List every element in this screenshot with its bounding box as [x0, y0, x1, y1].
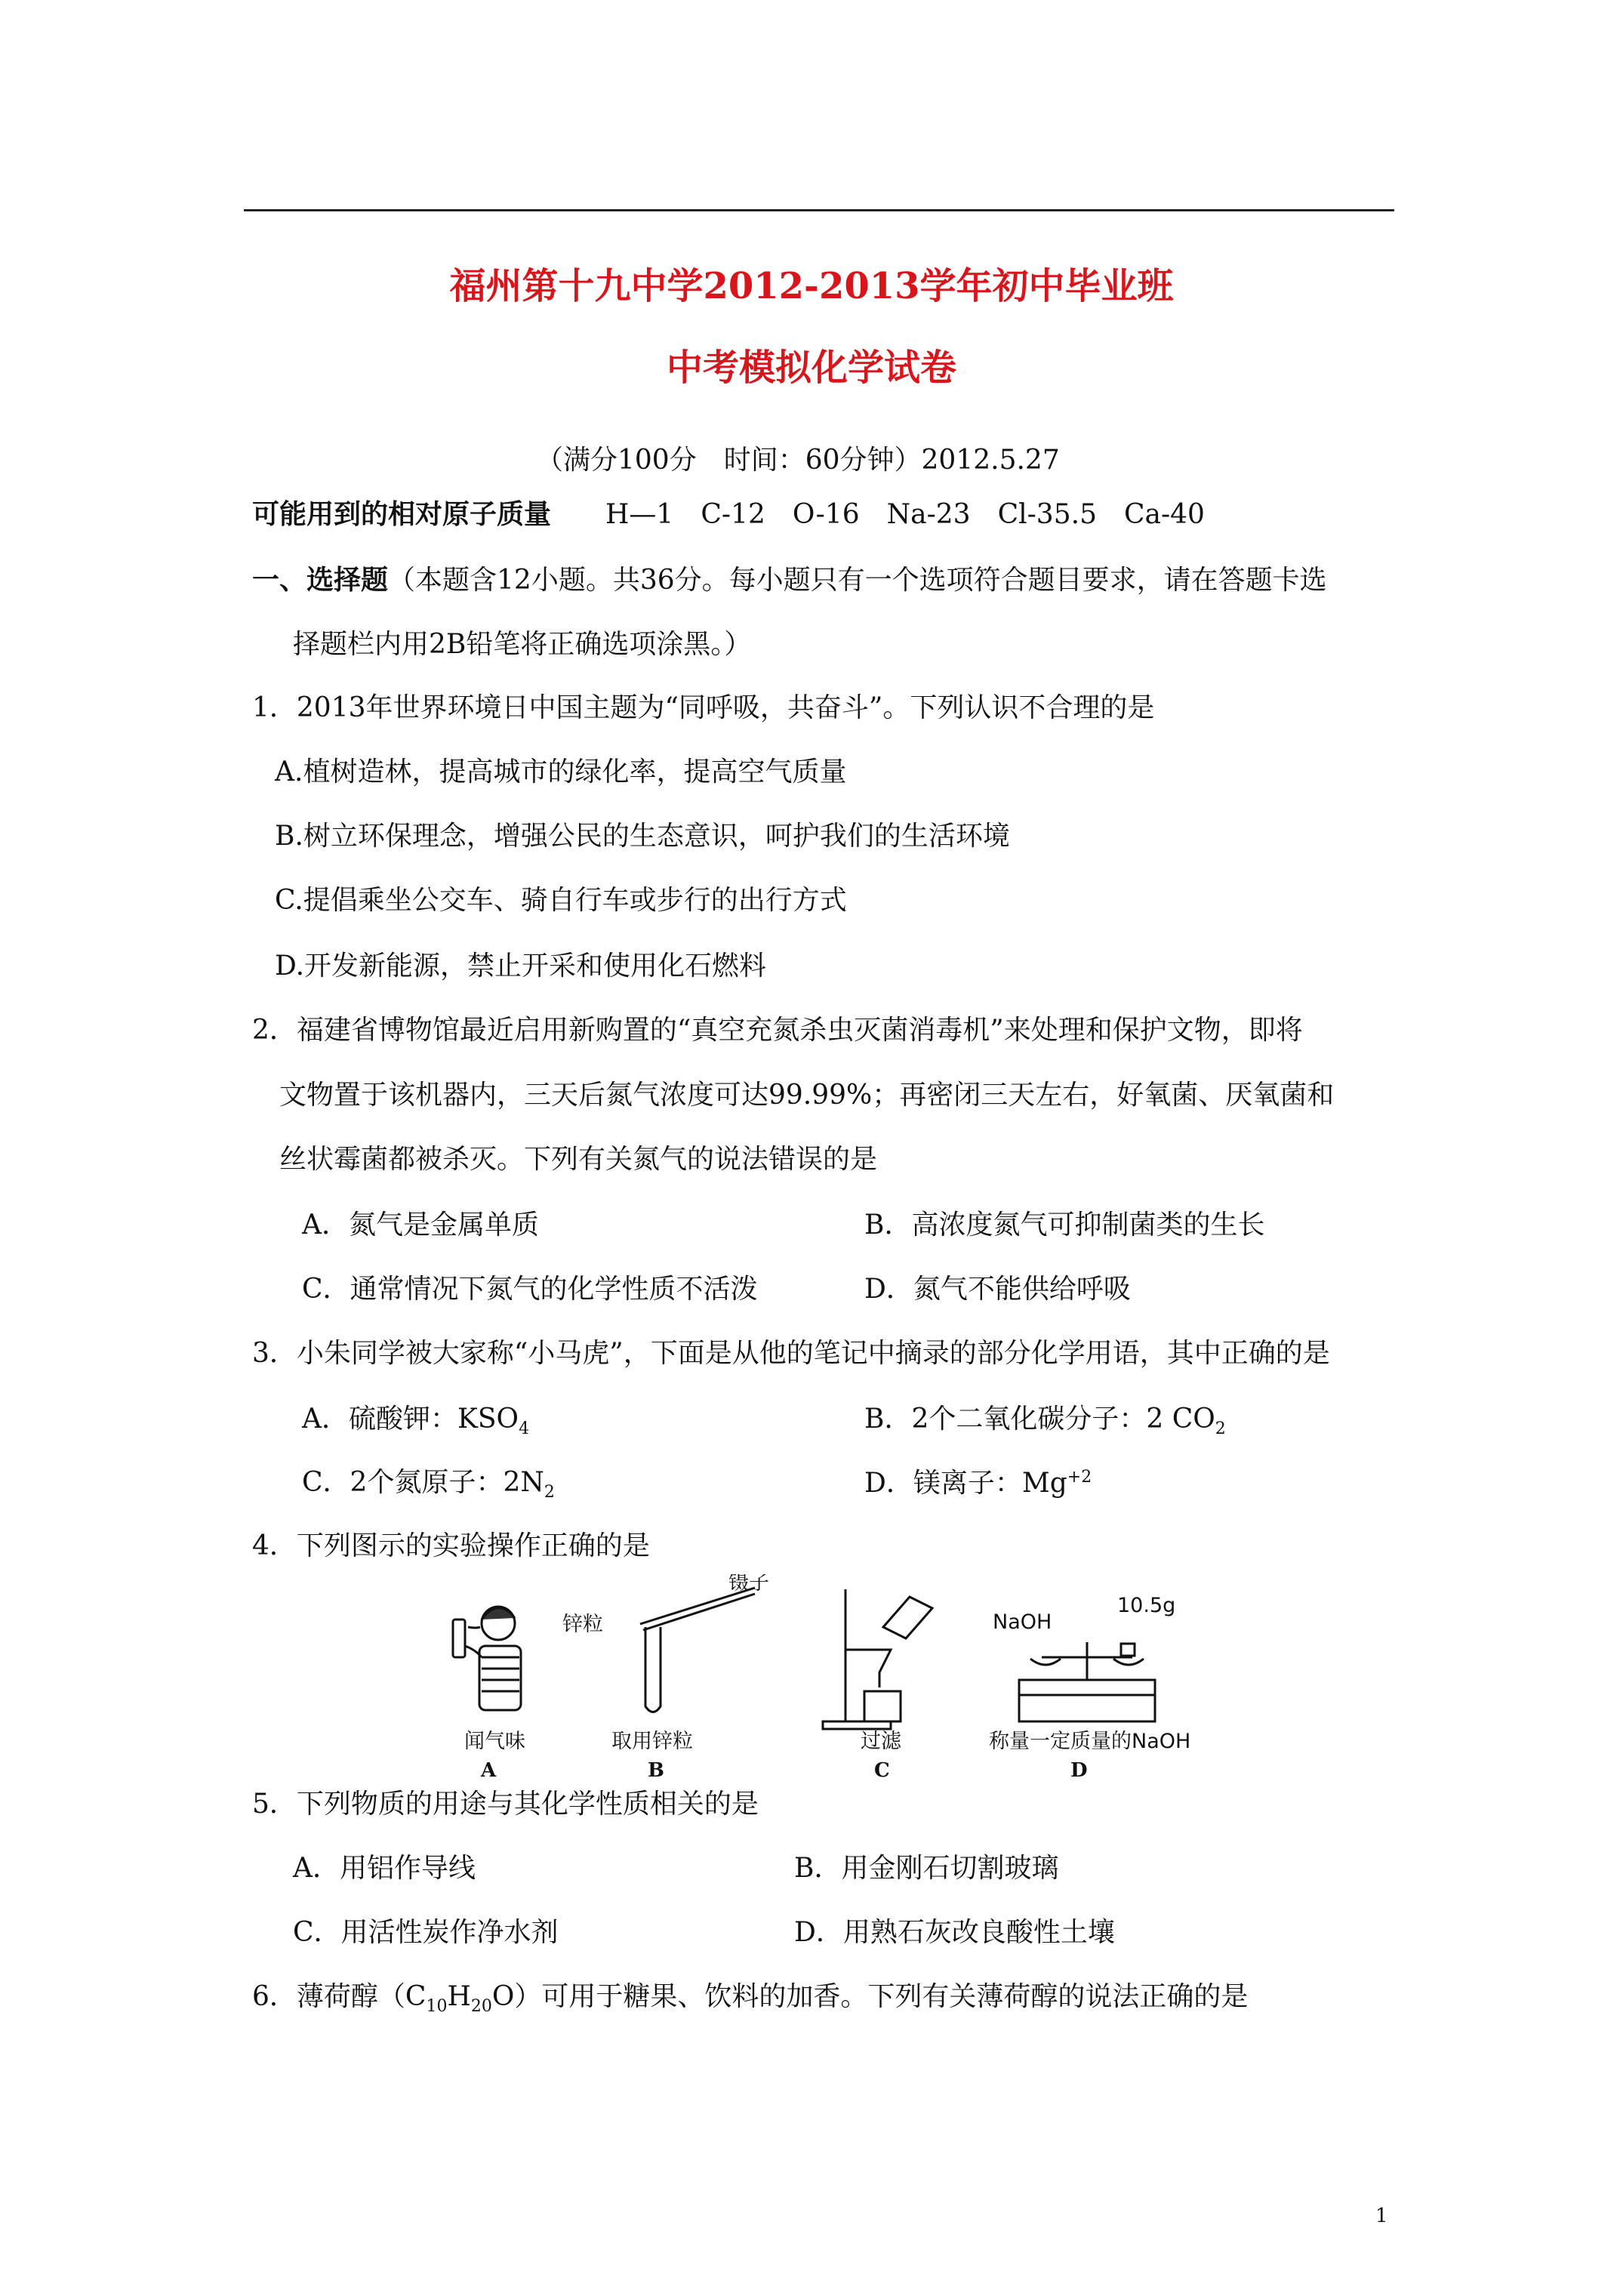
q3-stem: 3．小朱同学被大家称“小马虎”，下面是从他的笔记中摘录的部分化学用语，其中正确的是	[252, 1338, 1330, 1369]
figure-c-caption: 过滤	[861, 1730, 901, 1753]
q3-option-d-text: D．镁离子：Mg	[864, 1468, 1067, 1499]
q3-option-c	[302, 1469, 555, 1501]
figure-c-letter: C	[874, 1759, 890, 1782]
exam-title-line2: 中考模拟化学试卷	[666, 347, 956, 389]
q6-stem-post: O）可用于糖果、饮料的加香。下列有关薄荷醇的说法正确的是	[491, 1981, 1249, 2012]
exam-info: （满分100分 时间：60分钟）2012.5.27	[536, 445, 1060, 476]
q6-stem-hydrogen: H	[447, 1981, 471, 2012]
q5-option-d: D．用熟石灰改良酸性土壤	[794, 1917, 1115, 1948]
q2-option-c: C．通常情况下氮气的化学性质不活泼	[302, 1274, 758, 1305]
q3-option-b	[864, 1406, 1226, 1438]
figure-a-caption: 闻气味	[464, 1730, 525, 1753]
q2-stem-line1: 2．福建省博物馆最近启用新购置的“真空充氮杀虫灭菌消毒机”来处理和保护文物，即将	[252, 1015, 1303, 1046]
figure-b-tweezers-label: 镊子	[728, 1574, 769, 1595]
section1-text2: 择题栏内用2B铅笔将正确选项涂黑。）	[293, 629, 752, 660]
q2-stem-line2: 文物置于该机器内，三天后氮气浓度可达99.99%；再密闭三天左右，好氧菌、厌氧菌和	[279, 1080, 1335, 1111]
q4-lab-figure	[438, 1574, 1208, 1793]
q3-option-a-text: A．硫酸钾：KSO	[302, 1404, 519, 1435]
q5-option-a: A．用铝作导线	[293, 1853, 476, 1884]
q1-option-c: C.提倡乘坐公交车、骑自行车或步行的出行方式	[275, 885, 847, 916]
figure-d-naoh-label: NaOH	[993, 1610, 1052, 1634]
figure-b-test-tube	[640, 1588, 755, 1712]
figure-a-letter: A	[481, 1759, 497, 1782]
q3-option-c-sub: 2	[544, 1483, 555, 1502]
q5-option-c: C．用活性炭作净水剂	[293, 1917, 559, 1948]
q4-lab-figure-svg	[438, 1574, 1208, 1793]
section1-heading: 一、选择题	[252, 564, 389, 596]
figure-b-zinc-label: 锌粒	[562, 1613, 603, 1636]
q3-option-a-sub: 4	[519, 1419, 530, 1439]
header-rule	[244, 209, 1394, 211]
q6-stem	[252, 1983, 1248, 2015]
q2-stem-line3: 丝状霉菌都被杀灭。下列有关氮气的说法错误的是	[279, 1144, 878, 1175]
q3-option-d-sup: +2	[1067, 1468, 1092, 1487]
figure-b-letter: B	[648, 1759, 664, 1782]
figure-d-mass-label: 10.5g	[1117, 1594, 1176, 1617]
atomic-mass-line	[252, 498, 1205, 530]
q1-stem: 1．2013年世界环境日中国主题为“同呼吸，共奋斗”。下列认识不合理的是	[252, 692, 1155, 723]
q3-option-a	[302, 1406, 529, 1438]
q6-sub-hydrogen: 20	[470, 1997, 492, 2017]
exam-title-line1: 福州第十九中学2012-2013学年初中毕业班	[449, 265, 1174, 307]
q1-option-d: D.开发新能源，禁止开采和使用化石燃料	[275, 951, 767, 982]
figure-d-letter: D	[1070, 1759, 1088, 1782]
q6-sub-carbon: 10	[426, 1997, 448, 2017]
figure-b-caption: 取用锌粒	[611, 1730, 693, 1753]
q2-option-b: B．高浓度氮气可抑制菌类的生长	[864, 1210, 1265, 1240]
q5-stem: 5．下列物质的用途与其化学性质相关的是	[252, 1789, 759, 1820]
q6-stem-pre: 6．薄荷醇（C	[252, 1981, 427, 2012]
figure-d-caption: 称量一定质量的NaOH	[989, 1730, 1191, 1753]
q3-option-b-text: B．2个二氧化碳分子：2 CO	[864, 1404, 1215, 1435]
q2-option-a: A．氮气是金属单质	[302, 1210, 539, 1240]
q3-option-d	[864, 1469, 1092, 1497]
figure-d-balance	[1019, 1642, 1155, 1721]
q4-stem: 4．下列图示的实验操作正确的是	[252, 1530, 650, 1561]
section1-text1: （本题含12小题。共36分。每小题只有一个选项符合题目要求，请在答题卡选	[388, 565, 1327, 596]
figure-a-child-smelling	[453, 1607, 521, 1710]
q1-option-a: A.植树造林，提高城市的绿化率，提高空气质量	[275, 757, 847, 787]
figure-c-filtration	[823, 1589, 932, 1729]
q1-option-b: B.树立环保理念，增强公民的生态意识，呵护我们的生活环境	[275, 821, 1010, 852]
section1-line1	[252, 566, 1327, 594]
q3-option-c-text: C．2个氮原子：2N	[302, 1467, 544, 1498]
atomic-mass-label: 可能用到的相对原子质量	[252, 498, 552, 530]
q5-option-b: B．用金刚石切割玻璃	[794, 1853, 1059, 1884]
q3-option-b-sub: 2	[1215, 1419, 1226, 1439]
page-number: 1	[1375, 2205, 1388, 2227]
atomic-mass-values: H—1 C-12 O-16 Na-23 Cl-35.5 Ca-40	[605, 499, 1205, 530]
q2-option-d: D．氮气不能供给呼吸	[864, 1274, 1131, 1305]
